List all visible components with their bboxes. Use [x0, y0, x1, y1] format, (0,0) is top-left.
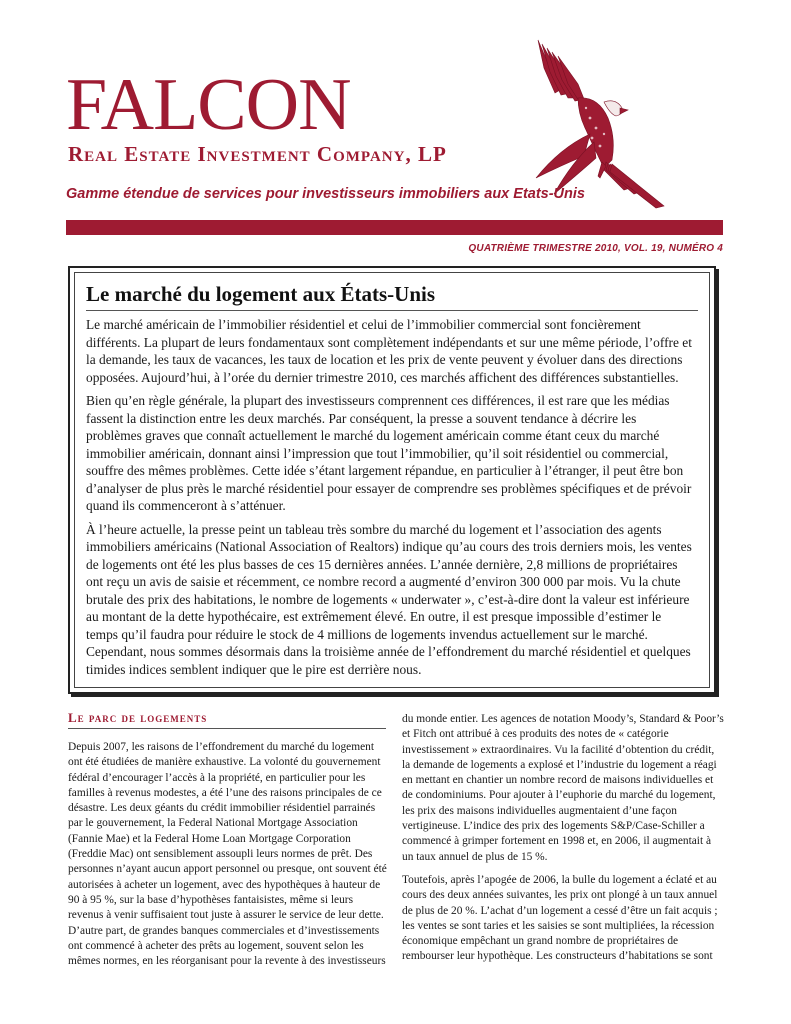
feature-paragraph: À l’heure actuelle, la presse peint un tableau très sombre du marché du logement et l’association des agents immobiliers américains (National Association of Realtors) indique qu’au cours des trois derniers mois, les ventes de logements ont été les plus basses de ces 15 dernières années. L’année dernière, 2,8 millions de propriétaires ont reçu un avis de saisie et récemment, ce nombre record a augmenté d’environ 300 000 par mois. Vu la chute brutale des prix des habitations, le nombre de logements « underwater », c’est-à-dire dont la valeur est inférieure au montant de la dette hypothécaire, est extrêmement élevé. En outre, il est presque impossible d’estimer le temps qu’il faudra pour réduire le stock de 4 millions de logements invendus actuellement sur le marché. Cependant, nous sommes désormais dans la troisième année de l’effondrement du marché résidentiel et quelques timides indices semblent indiquer que le pire est derrière nous. — [86, 521, 692, 677]
column-paragraph: Toutefois, après l’apogée de 2006, la bulle du logement a éclaté et au cours des deux années suivantes, les prix ont plongé à un taux annuel de plus de 20 %. L’achat d’un logement a cessé d’être un fait acquis ; les ventes se sont taries et les saisies se sont multipliées, la récession économique empêchant un grand nombre de propriétaires de rembourser leur hypothèque. Les constructeurs d’habitations se sont — [402, 873, 718, 963]
right-column — [402, 712, 725, 973]
feature-title: Le marché du logement aux États-Unis — [86, 282, 698, 311]
feature-body — [86, 316, 692, 684]
section-title: Le parc de logements — [68, 710, 386, 729]
column-paragraph: Depuis 2007, les raisons de l’effondrement du marché du logement ont été étudiées de manière exhaustive. La volonté du gouvernement fédéral d’encourager l’accès à la propriété, en particulier pour les familles à revenus modestes, a été l’une des raisons principales de ce désastre. Les deux géants du crédit immobilier résidentiel parrainés par le gouvernement, la Federal National Mortgage Association (Fannie Mae) et la Federal Home Loan Mortgage Corporation (Freddie Mac) ont sensiblement assoupli leurs normes de prêt. Des personnes n’ayant aucun apport personnel ou presque, ont souvent été autorisées à acheter un logement, avec des hypothèques à hauteur de 90 à 95 %, sur la base d’hypothèses fantaisistes, même si leurs revenus à venir suffisaient tout juste à assurer le service de leur dette. D’autre part, de grandes banques commerciales et d’investissements ont commencé à acheter des prêts au logement, souvent selon les mêmes normes, en les réorganisant pour la revente à des investisseurs — [68, 741, 387, 968]
feature-paragraph: Le marché américain de l’immobilier résidentiel et celui de l’immobilier commercial sont foncièrement différents. La plupart de leurs fondamentaux sont complètement indépendants et sur une même période, l’offre et la demande, les taux de vacances, les taux de location et les prix de vente peuvent y évoluer dans des directions opposées. Aujourd’hui, à l’orée du dernier trimestre 2010, ces marchés affichent des différences substantielles. — [86, 317, 692, 385]
column-paragraph: du monde entier. Les agences de notation Moody’s, Standard & Poor’s et Fitch ont attribué à ces produits des notes de « catégorie investissement » extraordinaires. Vu la facilité d’obtention du crédit, la demande de logements a explosé et l’industrie du logement a réagi en mettant en chantier un nombre record de maisons individuelles et de condominiums. Pour ajouter à l’euphorie du marché du logement, les prix des maisons individuelles augmentaient d’une façon vertigineuse. L’indice des prix des logements S&P/Case-Schiller a commencé à grimper fortement en 1998 et, en 2006, il augmentait à un taux annuel de plus de 15 %. — [402, 713, 724, 863]
feature-box — [68, 266, 716, 694]
tagline: Gamme étendue de services pour investisseurs immobiliers aux Etats-Unis — [66, 186, 585, 202]
header-divider-bar — [66, 220, 723, 235]
issue-info: QUATRIÈME TRIMESTRE 2010, VOL. 19, NUMÉRO 4 — [468, 243, 723, 254]
left-column — [68, 740, 390, 977]
feature-paragraph: Bien qu’en règle générale, la plupart des investisseurs comprennent ces différences, il est rare que les médias fassent la distinction entre les deux marchés. Par conséquent, la presse a souvent tendance à décrire les problèmes graves que connaît actuellement le marché du logement américain comme étant ceux du marché immobilier américain, donnant ainsi l’impression que tout l’immobilier, qu’il soit résidentiel ou commercial, souffre des mêmes problèmes. Cette idée s’étant largement répandue, en particulier à l’étranger, il peut être bon d’analyser de plus près le marché résidentiel pour essayer de comprendre ses problèmes spécifiques et de prévoir quand ils commenceront à s’atténuer. — [86, 393, 692, 513]
company-name: Real Estate Investment Company, LP — [68, 142, 447, 166]
brand-name: FALCON — [66, 64, 351, 146]
